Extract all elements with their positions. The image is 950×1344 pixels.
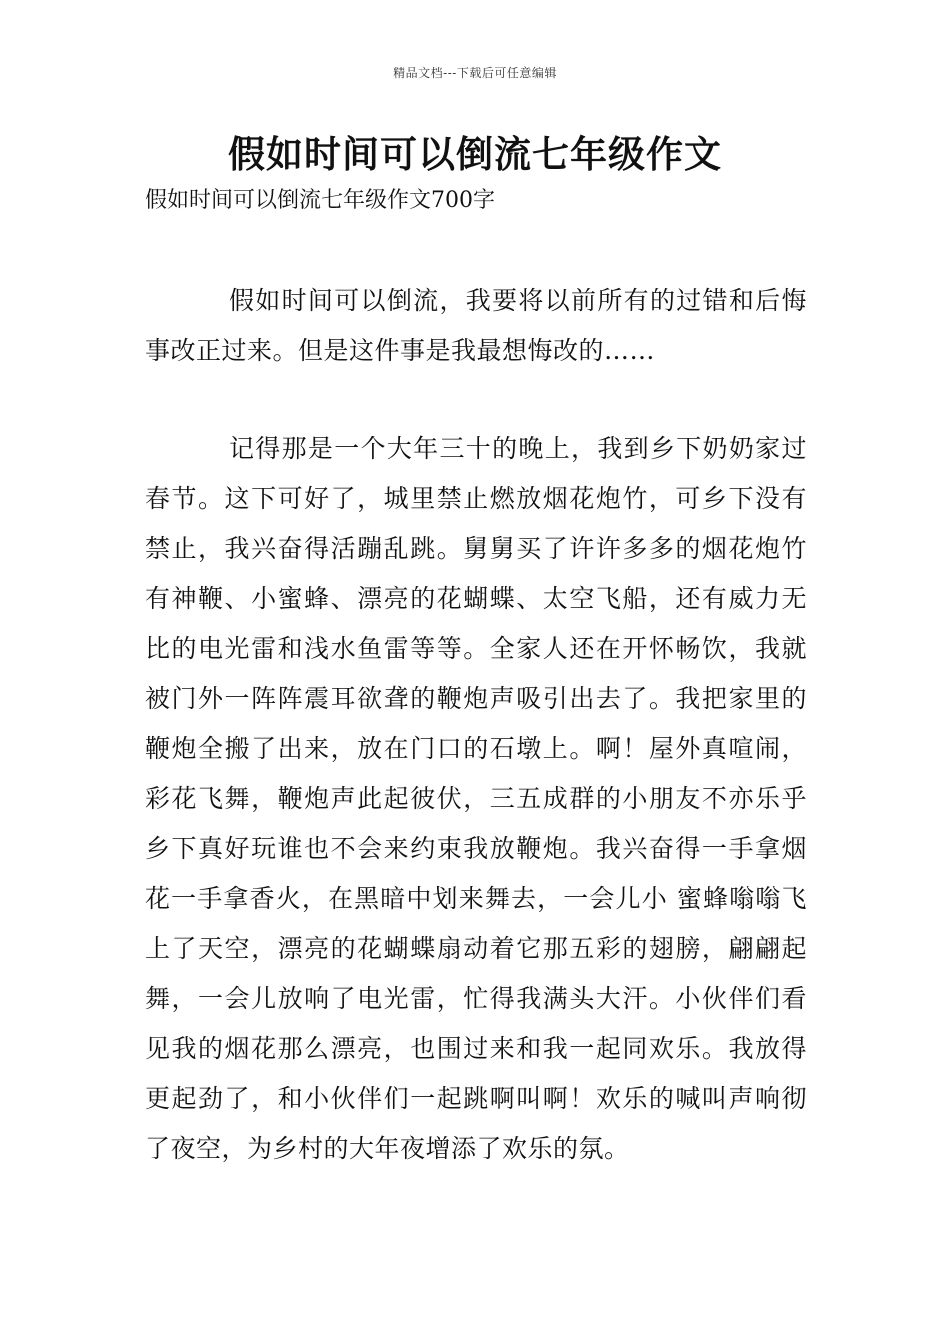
paragraph-1: 假如时间可以倒流，我要将以前所有的过错和后悔事改正过来。但是这件事是我最想悔改的…… [145,286,807,365]
document-subtitle: 假如时间可以倒流七年级作文700字 [145,188,495,213]
paragraph-2: 记得那是一个大年三十的晚上，我到乡下奶奶家过春节。这下可好了，城里禁止燃放烟花炮竹，可乡下没有禁止，我兴奋得活蹦乱跳。舅舅买了许许多多的烟花炮竹有神鞭、小蜜蜂、漂亮的花蝴蝶、太空飞船，还有威力无比的电光雷和浅水鱼雷等等。全家人还在开怀畅饮，我就被门外一阵阵震耳欲聋的鞭炮声吸引出去了。我把家里的鞭炮全搬了出来，放在门口的石墩上。啊！屋外真喧闹，彩花飞舞，鞭炮声此起彼伏，三五成群的小朋友不亦乐乎乡下真好玩谁也不会来约束我放鞭炮。我兴奋得一手拿烟花一手拿香火，在黑暗中划来舞去，一会儿小 蜜蜂嗡嗡飞上了天空，漂亮的花蝴蝶扇动着它那五彩的翅膀，翩翩起舞，一会儿放响了电光雷，忙得我满头大汗。小伙伴们看见我的烟花那么漂亮，也围过来和我一起同欢乐。我放得更起劲了，和小伙伴们一起跳啊叫啊！欢乐的喊叫声响彻了夜空，为乡村的大年夜增添了欢乐的氛。 [145,434,807,1163]
header-note: 精品文档---下载后可任意编辑 [393,66,557,80]
document-title: 假如时间可以倒流七年级作文 [228,132,722,176]
